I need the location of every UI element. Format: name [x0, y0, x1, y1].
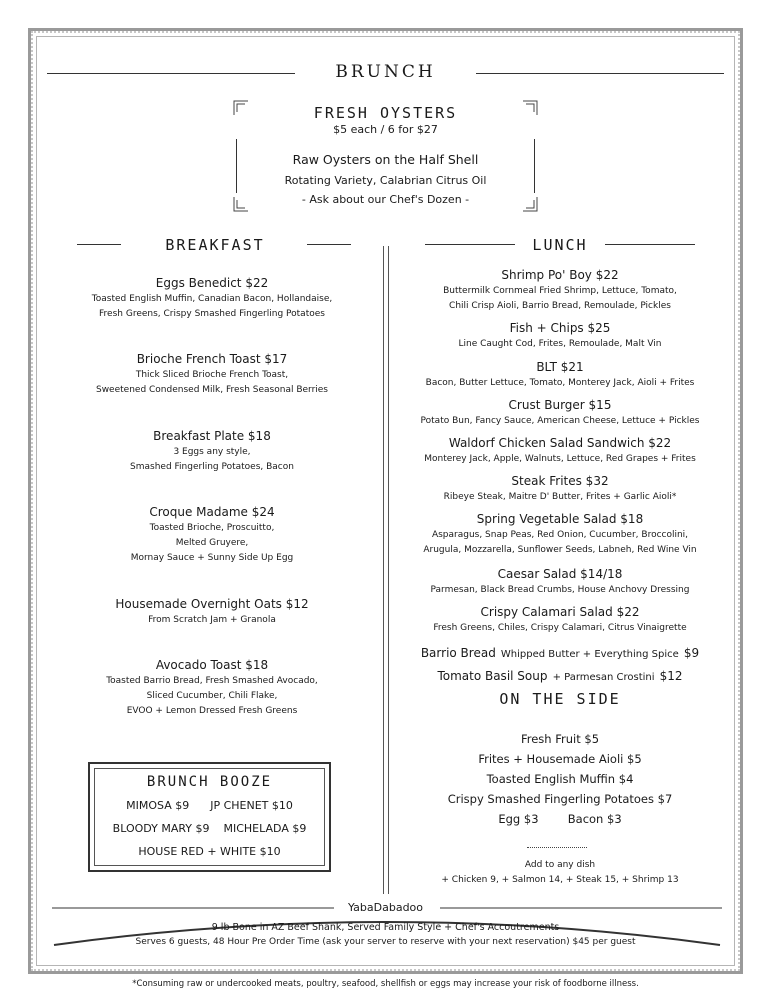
- booze-line2: BLOODY MARY $9 MICHELADA $9: [112, 822, 307, 835]
- breakfast-item: Brioche French Toast $17 Thick Sliced Brioche French Toast, Sweetened Condensed Milk, Fresh Seasonal Berries: [95, 352, 328, 395]
- breakfast-rule-right: [307, 244, 351, 245]
- breakfast-heading: BREAKFAST: [165, 236, 265, 254]
- addon-items: + Chicken 9, + Salmon 14, + Steak 15, + Shrimp 13: [441, 875, 679, 885]
- booze-line1: MIMOSA $9 JP CHENET $10: [126, 799, 293, 812]
- breakfast-item: Croque Madame $24 Toasted Brioche, Proscuitto, Melted Gruyere, Mornay Sauce + Sunny Side Up Egg: [130, 505, 294, 563]
- title-rule-right: [476, 73, 724, 74]
- booze-heading: BRUNCH BOOZE: [146, 774, 273, 790]
- oysters-line1: Rotating Variety, Calabrian Citrus Oil: [284, 174, 487, 187]
- lunch-item: Waldorf Chicken Salad Sandwich $22 Monterey Jack, Apple, Walnuts, Lettuce, Red Grapes + Frites: [424, 436, 696, 464]
- side-item: Crispy Smashed Fingerling Potatoes $7: [447, 792, 673, 806]
- breakfast-item: Avocado Toast $18 Toasted Barrio Bread, Fresh Smashed Avocado, Sliced Cucumber, Chili Flake, EVOO + Lemon Dressed Fresh Greens: [106, 658, 318, 716]
- breakfast-item: Housemade Overnight Oats $12 From Scratch Jam + Granola: [115, 597, 309, 625]
- lunch-item: Shrimp Po' Boy $22 Buttermilk Cornmeal Fried Shrimp, Lettuce, Tomato, Chili Crisp Aioli, Barrio Bread, Remoulade, Pickles: [443, 268, 677, 311]
- side-item: Toasted English Muffin $4: [486, 772, 634, 786]
- side-dots-divider: [527, 847, 587, 848]
- lunch-item: Caesar Salad $14/18 Parmesan, Black Bread Crumbs, House Anchovy Dressing: [430, 567, 690, 595]
- lunch-item: Steak Frites $32 Ribeye Steak, Maitre D' Butter, Frites + Garlic Aioli*: [443, 474, 677, 502]
- lunch-soup: Tomato Basil Soup + Parmesan Crostini $12: [437, 669, 683, 683]
- side-item: Fresh Fruit $5: [520, 732, 600, 746]
- foodborne-disclaimer: *Consuming raw or undercooked meats, poultry, seafood, shellfish or eggs may increase your risk of foodborne illness.: [132, 979, 639, 989]
- side-item: Frites + Housemade Aioli $5: [478, 752, 642, 766]
- lunch-rule-right: [605, 244, 695, 245]
- lunch-item: Crispy Calamari Salad $22 Fresh Greens, Chiles, Crispy Calamari, Citrus Vinaigrette: [433, 605, 687, 633]
- side-heading: ON THE SIDE: [499, 690, 621, 708]
- lunch-item: Spring Vegetable Salad $18 Asparagus, Snap Peas, Red Onion, Cucumber, Broccolini, Arugula, Mozzarella, Sunflower Seeds, Labneh, Red Wine Vin: [423, 512, 697, 555]
- breakfast-item: Eggs Benedict $22 Toasted English Muffin, Canadian Bacon, Hollandaise, Fresh Greens, Crispy Smashed Fingerling Potatoes: [91, 276, 333, 319]
- yaba-title: YabaDabadoo: [347, 901, 424, 914]
- lunch-item: Crust Burger $15 Potato Bun, Fancy Sauce, American Cheese, Lettuce + Pickles: [420, 398, 700, 426]
- oysters-line2: - Ask about our Chef's Dozen -: [301, 193, 470, 206]
- breakfast-rule-left: [77, 244, 121, 245]
- side-item: Egg $3 Bacon $3: [498, 812, 622, 826]
- side-list: [400, 729, 720, 829]
- lunch-item: BLT $21 Bacon, Butter Lettuce, Tomato, Monterey Jack, Aioli + Frites: [425, 360, 695, 388]
- lunch-barrio-bread: Barrio Bread Whipped Butter + Everything Spice $9: [420, 646, 700, 660]
- lunch-heading: LUNCH: [532, 236, 588, 254]
- addon-label: Add to any dish: [524, 860, 596, 870]
- column-divider: [383, 246, 389, 894]
- lunch-item: Fish + Chips $25 Line Caught Cod, Frites, Remoulade, Malt Vin: [458, 321, 662, 349]
- booze-line3: HOUSE RED + WHITE $10: [138, 845, 281, 858]
- oysters-title: Raw Oysters on the Half Shell: [292, 152, 479, 167]
- breakfast-item: Breakfast Plate $18 3 Eggs any style, Smashed Fingerling Potatoes, Bacon: [130, 429, 294, 472]
- oysters-heading: FRESH OYSTERS: [313, 104, 458, 122]
- menu-title: BRUNCH: [335, 62, 436, 82]
- oysters-price: $5 each / 6 for $27: [333, 123, 438, 136]
- yaba-line2: Serves 6 guests, 48 Hour Pre Order Time (ask your server to reserve with your next reservation) $45 per guest: [135, 937, 636, 947]
- yaba-line1: 9 lb Bone in AZ Beef Shank, Served Family Style + Chef's Accoutrements: [211, 922, 560, 933]
- lunch-rule-left: [425, 244, 515, 245]
